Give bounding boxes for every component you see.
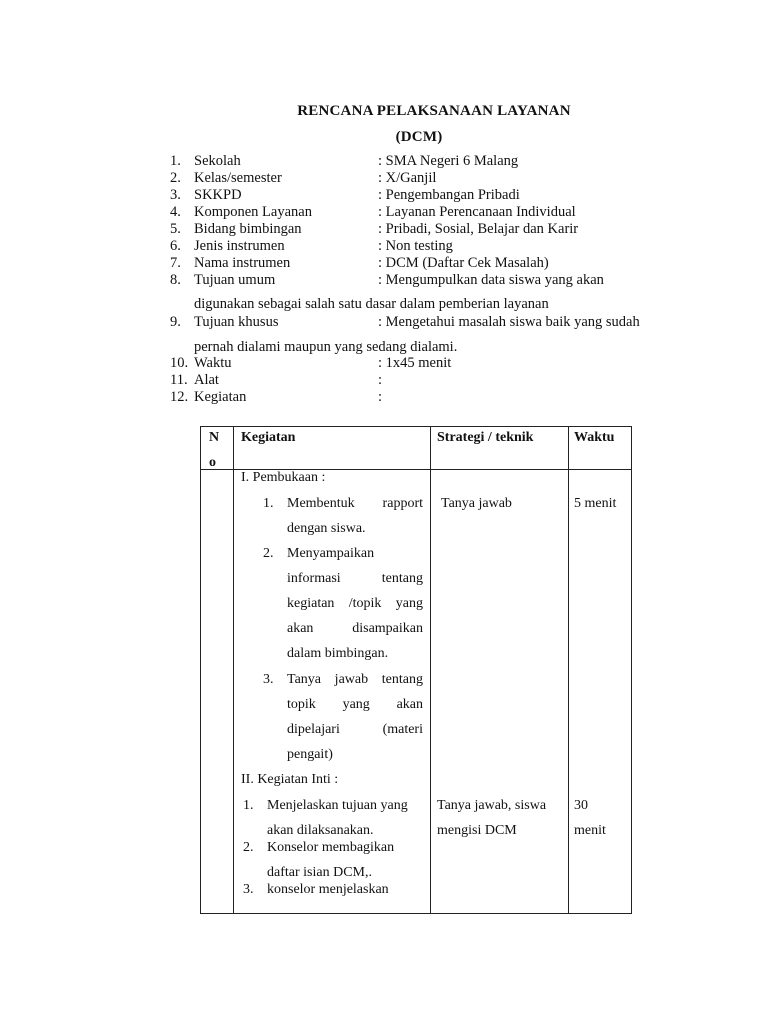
- line: dengan siswa.: [287, 521, 366, 536]
- strategi-pembukaan: Tanya jawab: [441, 496, 512, 511]
- info-label: Sekolah: [194, 153, 241, 169]
- info-num: 2.: [170, 170, 181, 186]
- list-item: [263, 491, 274, 516]
- info-value: : Pribadi, Sosial, Belajar dan Karir: [378, 221, 579, 237]
- section-pembukaan-title: I. Pembukaan :: [241, 470, 326, 485]
- line: dalam bimbingan.: [287, 646, 389, 661]
- info-value: : Non testing: [378, 238, 453, 254]
- line: akan dilaksanakan.: [267, 823, 374, 838]
- list-item-text: [287, 541, 423, 666]
- info-value: : Mengetahui masalah siswa baik yang sudah: [378, 314, 640, 330]
- info-label: Tujuan khusus: [194, 314, 279, 330]
- info-value: : Mengumpulkan data siswa yang akan: [378, 272, 604, 288]
- tujuan-khusus-continuation: pernah dialami maupun yang sedang dialami.: [194, 339, 458, 355]
- info-label: Jenis instrumen: [194, 238, 285, 254]
- line: Menyampaikan: [287, 546, 375, 561]
- header-no: [209, 429, 219, 471]
- info-num: 10.: [170, 355, 189, 371]
- document-subtitle: (DCM): [395, 129, 443, 145]
- info-num: 6.: [170, 238, 181, 254]
- list-item-num: 2.: [263, 546, 274, 561]
- line: topik yang akan: [287, 697, 423, 712]
- list-item-num: 1.: [263, 496, 274, 511]
- line: Membentuk rapport: [287, 496, 423, 511]
- header-kegiatan: Kegiatan: [241, 430, 296, 445]
- header-no-line2: o: [209, 455, 216, 470]
- line: Tanya jawab tentang: [287, 672, 423, 687]
- list-item-text: [287, 491, 423, 541]
- list-item-num: 2.: [243, 840, 254, 855]
- info-label: SKKPD: [194, 187, 242, 203]
- line: Tanya jawab, siswa: [437, 798, 547, 813]
- info-label: Waktu: [194, 355, 232, 371]
- line: pengait): [287, 747, 333, 762]
- info-num: 12.: [170, 389, 189, 405]
- list-item: [243, 877, 254, 902]
- info-label: Komponen Layanan: [194, 204, 312, 220]
- document-title: RENCANA PELAKSANAAN LAYANAN: [297, 103, 571, 119]
- table-column-divider: [568, 427, 569, 913]
- info-value: : 1x45 menit: [378, 355, 452, 371]
- line: konselor menjelaskan: [267, 882, 389, 897]
- list-item-num: 1.: [243, 798, 254, 813]
- header-no-line1: N: [209, 430, 220, 445]
- line: informasi tentang: [287, 571, 423, 586]
- info-value: :: [378, 372, 383, 388]
- info-value: : Layanan Perencanaan Individual: [378, 204, 576, 220]
- section-kegiatan-inti-title: II. Kegiatan Inti :: [241, 772, 339, 787]
- info-value: : Pengembangan Pribadi: [378, 187, 520, 203]
- info-num: 5.: [170, 221, 181, 237]
- info-num: 11.: [170, 372, 188, 388]
- list-item: [263, 667, 274, 692]
- header-strategi: Strategi / teknik: [437, 430, 534, 445]
- info-num: 4.: [170, 204, 181, 220]
- info-num: 1.: [170, 153, 181, 169]
- info-num: 8.: [170, 272, 181, 288]
- tujuan-umum-continuation: digunakan sebagai salah satu dasar dalam pemberian layanan: [194, 296, 549, 312]
- strategi-kegiatan-inti: [437, 793, 546, 843]
- header-waktu: Waktu: [574, 430, 615, 445]
- info-label: Bidang bimbingan: [194, 221, 302, 237]
- info-num: 3.: [170, 187, 181, 203]
- list-item: [263, 541, 274, 566]
- waktu-pembukaan: 5 menit: [574, 496, 617, 511]
- info-label: Alat: [194, 372, 219, 388]
- line: mengisi DCM: [437, 823, 517, 838]
- list-item-num: 3.: [243, 882, 254, 897]
- info-label: Kelas/semester: [194, 170, 282, 186]
- line: Menjelaskan tujuan yang: [267, 798, 408, 813]
- list-item-text: [287, 667, 423, 767]
- info-num: 9.: [170, 314, 181, 330]
- list-item: [243, 835, 254, 860]
- line: dipelajari (materi: [287, 722, 423, 737]
- info-label: Kegiatan: [194, 389, 247, 405]
- table-column-divider: [430, 427, 431, 913]
- list-item-num: 3.: [263, 672, 274, 687]
- list-item-text: [267, 877, 425, 902]
- line: kegiatan /topik yang: [287, 596, 423, 611]
- info-value: : X/Ganjil: [378, 170, 437, 186]
- table-column-divider: [233, 427, 234, 913]
- line: Konselor membagikan: [267, 840, 395, 855]
- info-value: : DCM (Daftar Cek Masalah): [378, 255, 549, 271]
- line: menit: [574, 823, 606, 838]
- line: akan disampaikan: [287, 621, 423, 636]
- line: daftar isian DCM,.: [267, 865, 372, 880]
- info-label: Nama instrumen: [194, 255, 291, 271]
- list-item: [243, 793, 254, 818]
- activity-table: [200, 426, 632, 914]
- info-num: 7.: [170, 255, 181, 271]
- line: 30: [574, 798, 588, 813]
- info-value: : SMA Negeri 6 Malang: [378, 153, 519, 169]
- info-value: :: [378, 389, 383, 405]
- waktu-kegiatan-inti: [574, 793, 606, 843]
- info-label: Tujuan umum: [194, 272, 276, 288]
